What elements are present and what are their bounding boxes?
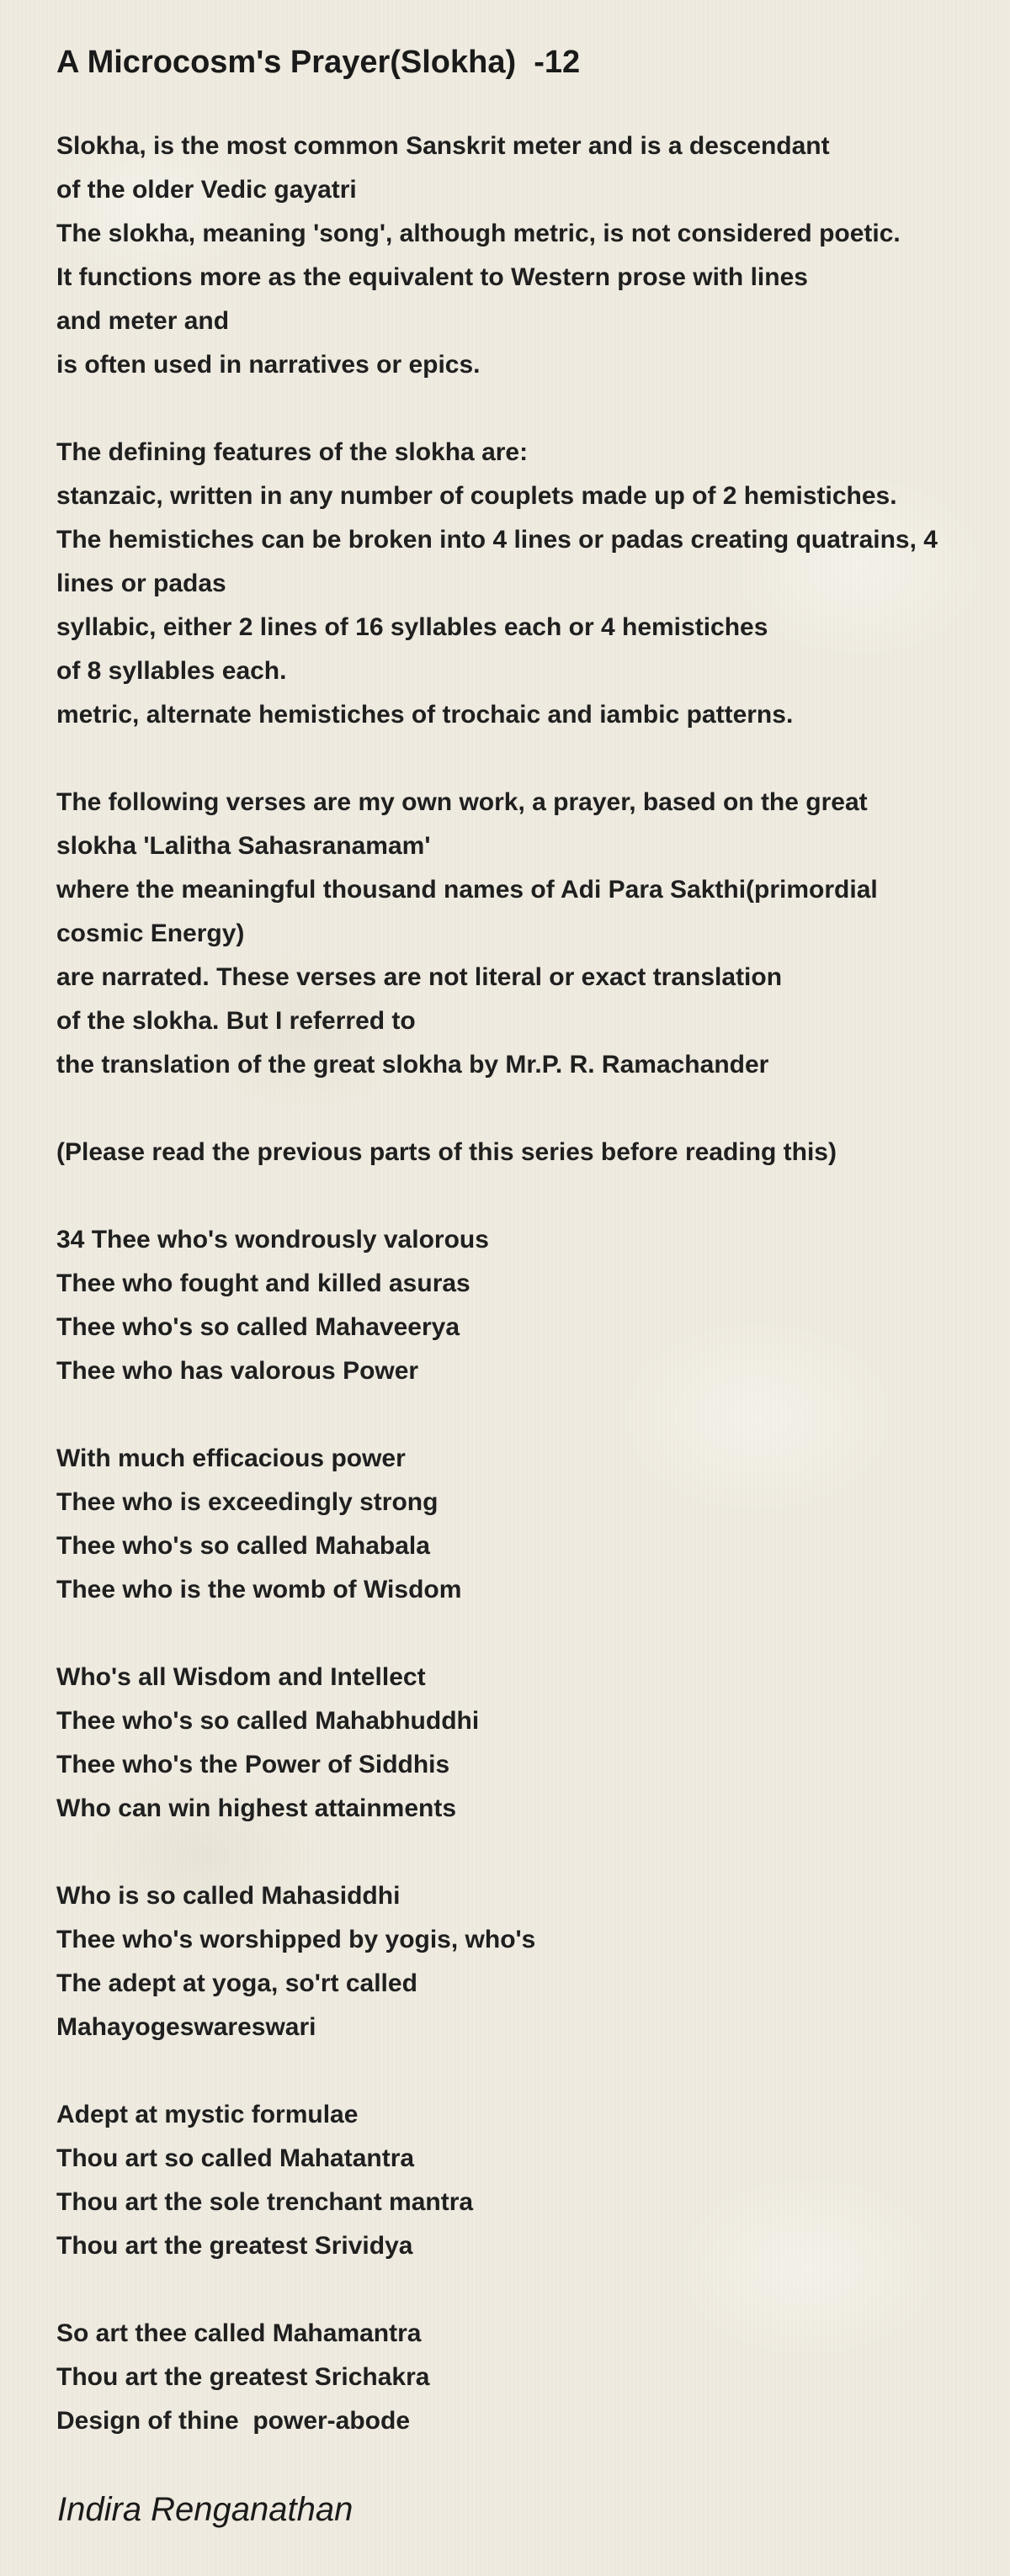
stanza-break [56, 1612, 1003, 1656]
poem-line: Thou art the greatest Srividya [56, 2232, 413, 2260]
poem-line: the translation of the great slokha by Mr.P. R. Ramachander [56, 1051, 769, 1079]
poem-line: 34 Thee who's wondrously valorous [56, 1226, 489, 1254]
poem-line: Mahayogeswareswari [56, 2013, 316, 2041]
poem-title: A Microcosm's Prayer(Slokha) -12 [56, 45, 581, 80]
poem-line: Thee who fought and killed asuras [56, 1269, 470, 1297]
poem-line: Thee who's so called Mahabhuddhi [56, 1707, 480, 1735]
stanza-break [56, 1831, 1003, 1874]
poem-line: cosmic Energy) [56, 920, 245, 947]
poem-line: (Please read the previous parts of this series before reading this) [56, 1138, 837, 1166]
stanza-break [56, 1087, 1003, 1131]
poem-line: of 8 syllables each. [56, 657, 287, 685]
poem-line: The slokha, meaning 'song', although metric, is not considered poetic. [56, 220, 901, 247]
poem-line: Slokha, is the most common Sanskrit meter and is a descendant [56, 132, 830, 160]
poem-line: Who's all Wisdom and Intellect [56, 1663, 426, 1691]
poem-author: Indira Renganathan [57, 2491, 354, 2528]
poem-line: slokha 'Lalitha Sahasranamam' [56, 832, 431, 860]
poem-line: Thee who's worshipped by yogis, who's [56, 1926, 536, 1953]
poem-line: Thee who has valorous Power [56, 1357, 419, 1385]
poem-line: Thou art so called Mahatantra [56, 2144, 415, 2172]
poem-line: syllabic, either 2 lines of 16 syllables each or 4 hemistiches [56, 613, 768, 641]
poem-line: So art thee called Mahamantra [56, 2319, 422, 2347]
poem-line: The hemistiches can be broken into 4 lines or padas creating quatrains, 4 [56, 526, 938, 554]
poem-line: The defining features of the slokha are: [56, 438, 529, 466]
poem-line: where the meaningful thousand names of Adi Para Sakthi(primordial [56, 876, 878, 904]
poem-line: Thee who is the womb of Wisdom [56, 1576, 462, 1603]
poem-line: Thou art the greatest Srichakra [56, 2363, 430, 2391]
poem-line: Thou art the sole trenchant mantra [56, 2188, 474, 2216]
poem-line: Thee who's the Power of Siddhis [56, 1751, 450, 1778]
poem-line: of the older Vedic gayatri [56, 176, 357, 204]
poem-line: and meter and [56, 307, 230, 335]
poem-line: metric, alternate hemistiches of trochaic and iambic patterns. [56, 701, 794, 729]
poem-line: Thee who's so called Mahabala [56, 1532, 430, 1560]
poem-line: It functions more as the equivalent to Western prose with lines [56, 263, 808, 291]
stanza-break [56, 2049, 1003, 2093]
poem-line: With much efficacious power [56, 1444, 406, 1472]
poem-line: The adept at yoga, so'rt called [56, 1969, 417, 1997]
stanza-break [56, 1393, 1003, 1437]
poem-body [56, 125, 1003, 2443]
poem-line: The following verses are my own work, a prayer, based on the great [56, 788, 868, 816]
poem-line: Adept at mystic formulae [56, 2101, 359, 2128]
stanza-break [56, 1174, 1003, 1218]
stanza-break [56, 387, 1003, 431]
poem-line: Thee who is exceedingly strong [56, 1488, 439, 1516]
poem-line: stanzaic, written in any number of couplets made up of 2 hemistiches. [56, 482, 897, 510]
stanza-break [56, 737, 1003, 781]
poem-line: is often used in narratives or epics. [56, 351, 481, 379]
poem-line: Thee who's so called Mahaveerya [56, 1313, 460, 1341]
poem-line: Design of thine power-abode [56, 2407, 411, 2435]
poem-line: are narrated. These verses are not literal or exact translation [56, 963, 783, 991]
poem-line: Who is so called Mahasiddhi [56, 1882, 401, 1910]
poem-line: of the slokha. But I referred to [56, 1007, 416, 1035]
poem-line: Who can win highest attainments [56, 1794, 457, 1822]
poem-line: lines or padas [56, 570, 226, 597]
stanza-break [56, 2268, 1003, 2312]
